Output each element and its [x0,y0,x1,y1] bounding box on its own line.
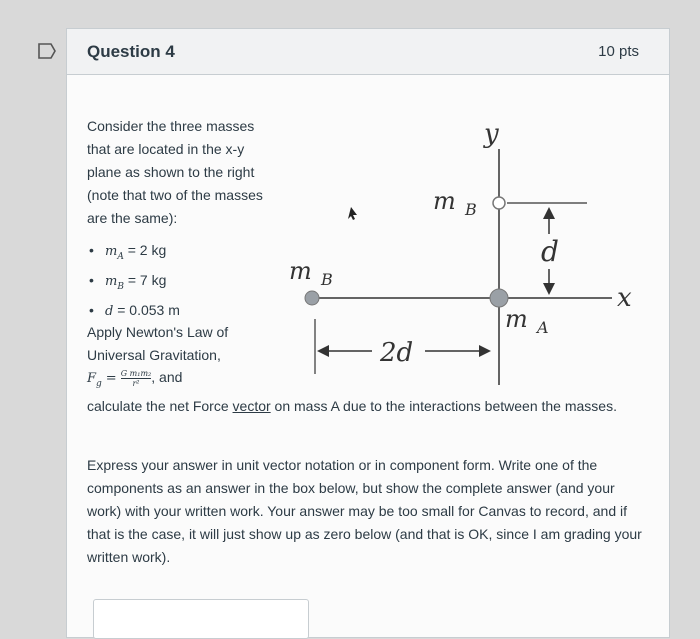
mass-b-top-label: m [433,187,456,215]
answer-input[interactable] [93,599,309,639]
intro-text: Consider the three masses that are located in the x-y plane as shown to the right (note that two of the masses are the same): [87,118,263,226]
mass-b-top-point [493,197,505,209]
y-axis-label: y [484,119,499,149]
mass-b-left-sub: B [321,270,333,289]
list-item: • $m_B = 7$ kg [89,269,180,299]
gravitation-formula: $F_g$ = $\frac{\text{G m₁m₂}}{\text{r²}}$ , and [87,369,183,389]
mass-b-top-sub: B [465,200,477,219]
flag-icon[interactable] [36,42,58,60]
list-item: • $m_A = 2$ kg [89,239,180,269]
mass-b-left-point [305,291,319,305]
apply-text: Apply Newton's Law of Universal Gravitation, [87,324,229,363]
mouse-cursor-icon [348,207,357,220]
mass-diagram [67,29,671,429]
x-axis-label: x [617,283,632,313]
question-card [66,28,670,638]
two-d-label: 2d [380,338,414,368]
question-title: Question 4 [87,42,175,61]
express-text: Express your answer in unit vector notation or in component form. Write one of the components as an answer in the box below, but show the complete answer (and your work) with your written work. Your answer may be too small for Canvas to record, and if that is the case, it will just show up as zero below (and that is OK, since I am grading your written work). [87,457,642,565]
d-label: d [541,235,559,268]
mass-a-label: m [505,305,528,333]
mass-a-sub: A [537,318,549,337]
list-item: • d = 0.053 m [89,299,180,323]
question-points: 10 pts [598,43,639,60]
calculate-text: calculate the net Force vector on mass A due to the interactions between the masses. [87,398,617,414]
mass-b-left-label: m [289,257,312,285]
